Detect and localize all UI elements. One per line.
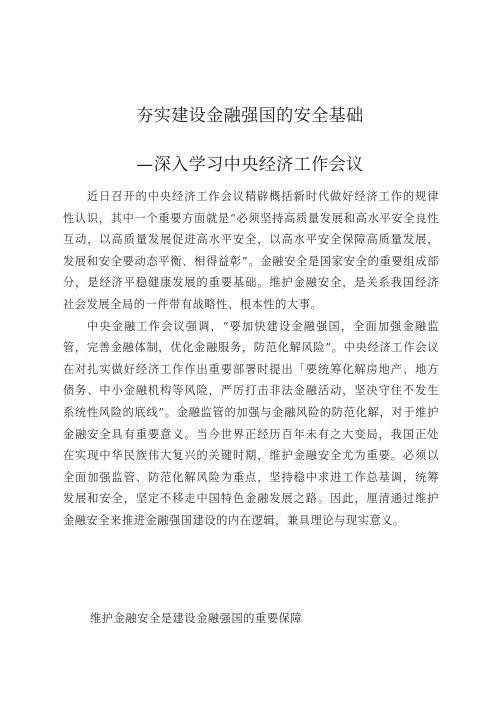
document-body	[63, 186, 439, 532]
document-title: 夯实建设金融强国的安全基础	[136, 106, 364, 126]
document-subtitle: —深入学习中央经济工作会议	[136, 155, 364, 175]
body-paragraph-2: 中央金融工作会议强调，“要加快建设金融强国，全面加强金融监管，完善金融体制，优化金融服务，防范化解风险”。中央经济工作会议在对扎实做好经济工作作出重要部署时提出「要统筹化解房地产、地方债务、中小金融机构等风险，严厉打击非法金融活动，坚决守住不发生系统性风险的底线”。金融监管的加强与金融风险的防范化解，对于维护金融安全具有重要意义。当今世界正经历百年未有之大变局，我国正处在实现中华民族伟大复兴的关键时期，维护金融安全尤为重要。必须以全面加强监管、防范化解风险为重点，坚持稳中求进工作总基调，统筹发展和安全，坚定不移走中国特色金融发展之路。因此，厘清通过维护金融安全来推进金融强国建设的内在逻辑，兼具理论与现实意义。	[63, 319, 439, 527]
section-heading: 维护金融安全是建设金融强国的重要保障	[90, 612, 303, 625]
body-paragraph-1: 近日召开的中央经济工作会议精辟概括新时代做好经济工作的规律性认识，其中一个重要方面就是“必须坚持高质量发展和高水平安全良性互动，以高质量发展促进高水平安全，以高水平安全保障高质量发展，发展和安全要动态平衡、相得益彰”。金融安全是国家安全的重要组成部分，是经济平稳健康发展的重要基础。维护金融安全，是关系我国经济社会发展全局的一件带有战略性、根本性的大事。	[63, 190, 439, 311]
